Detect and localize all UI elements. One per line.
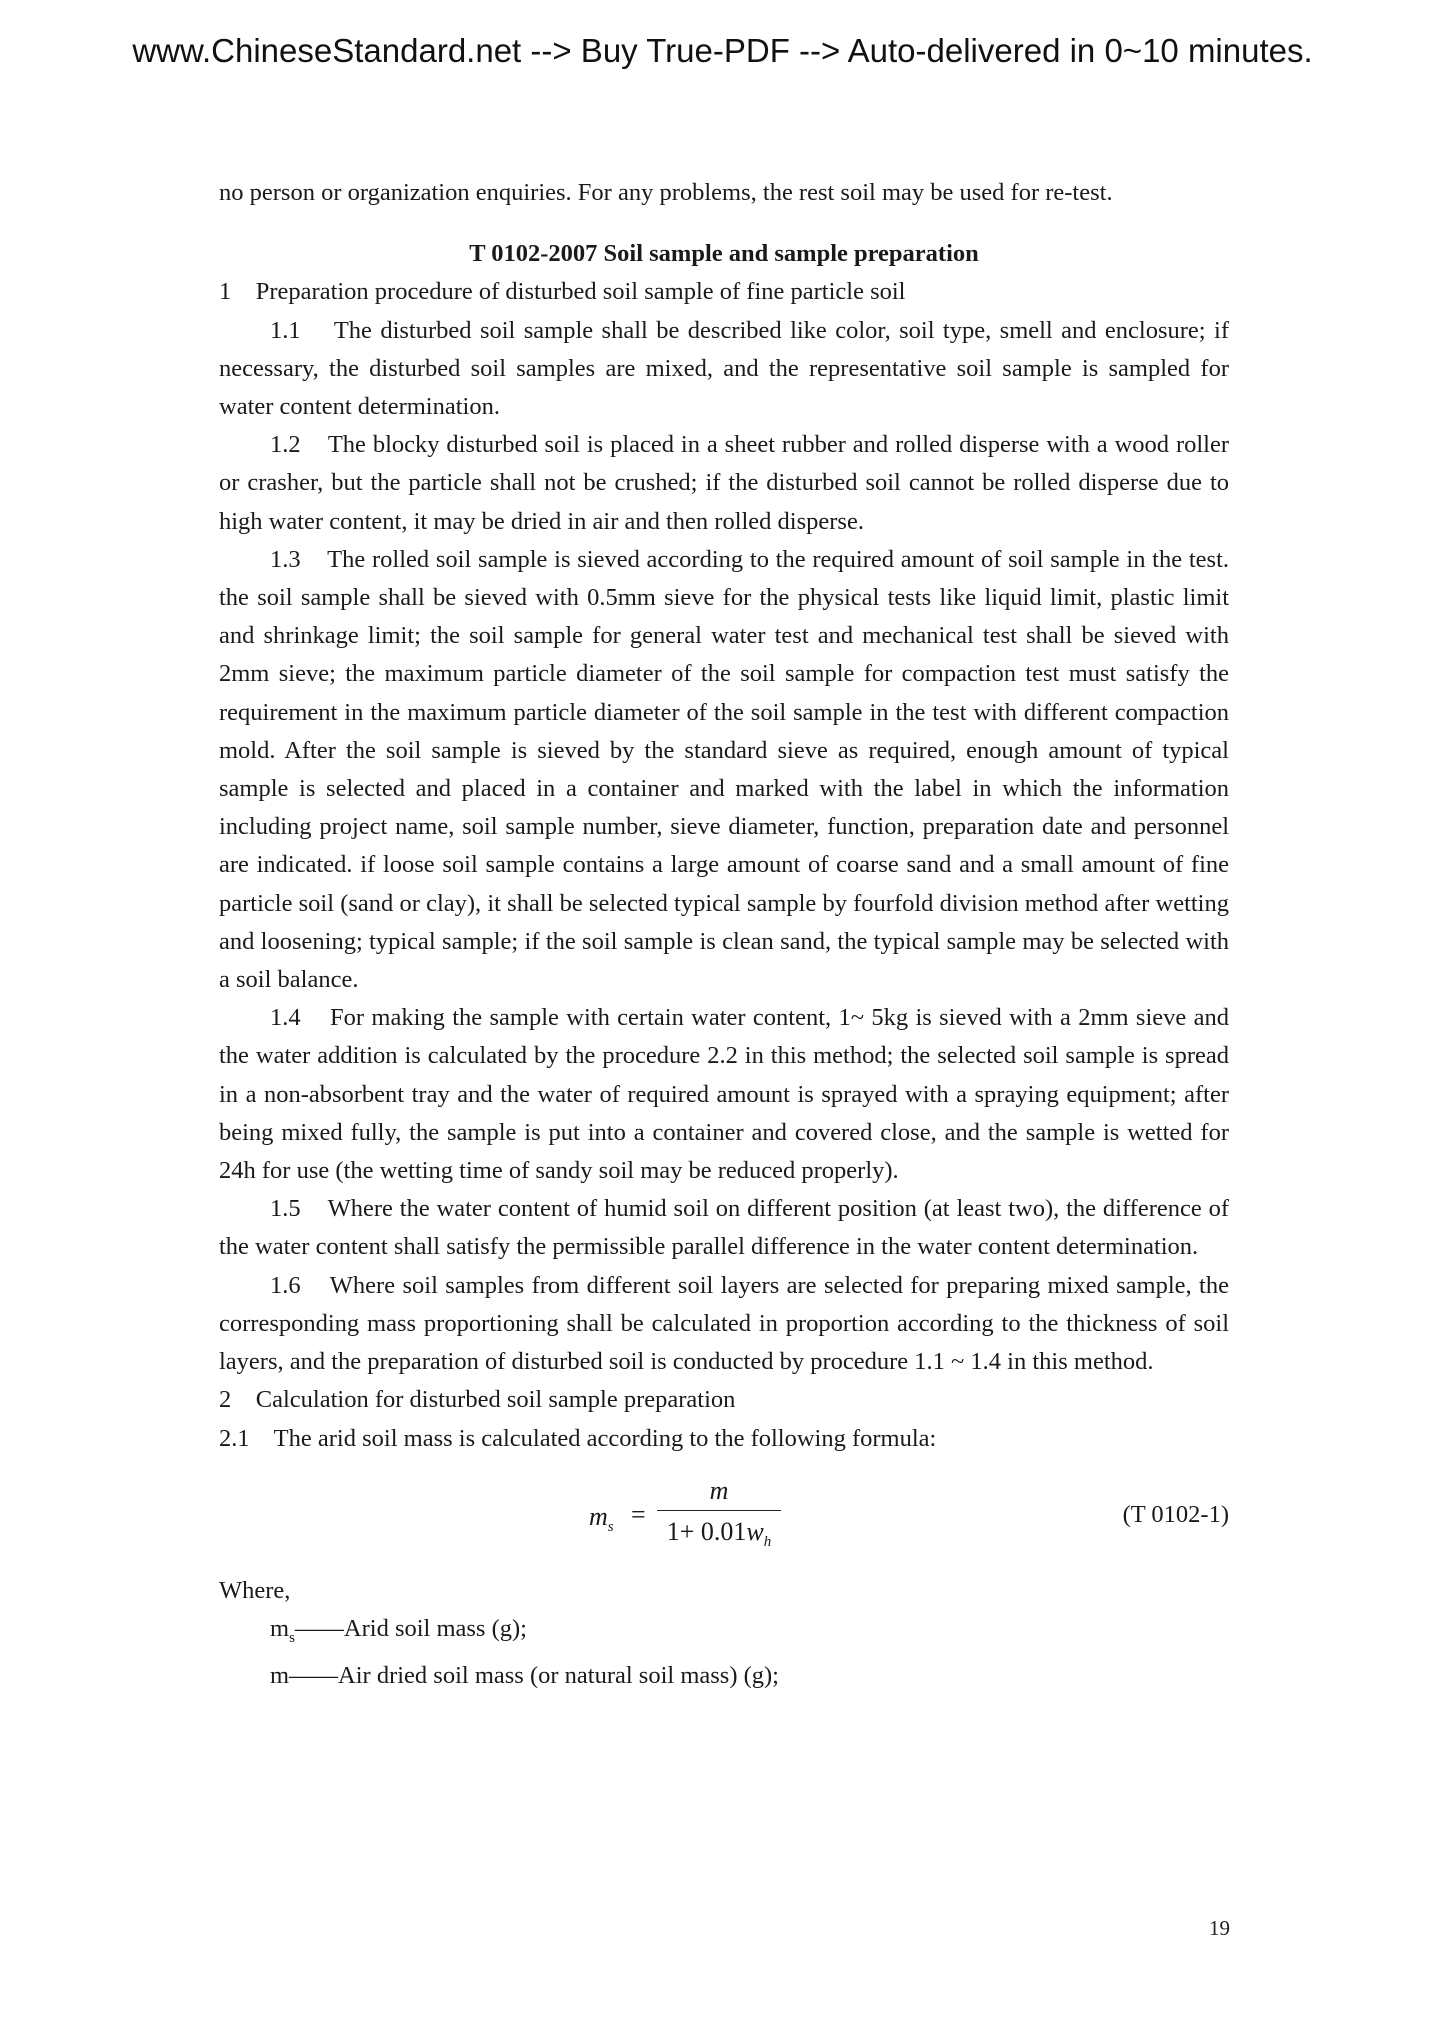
clause-1-1: 1.1 The disturbed soil sample shall be described like color, soil type, smell and enclosure; if necessary, the disturbed soil samples are mixed, and the representative soil sample is sampled for water content determination. <box>219 316 1236 421</box>
section-title: T 0102-2007 Soil sample and sample preparation <box>469 240 979 268</box>
formula <box>589 1472 809 1562</box>
clause-1-4: 1.4 For making the sample with certain water content, 1~ 5kg is sieved with a 2mm sieve and the water addition is calculated by the procedure 2.2 in this method; the selected soil sample is spread in a non-absorbent tray and the water of required amount is sprayed with a spraying equipment; after being mixed fully, the sample is put into a container and covered close, and the sample is wetted for 24h for use (the wetting time of sandy soil may be reduced properly). <box>219 1004 1236 1185</box>
section-2-heading: 2 Calculation for disturbed soil sample preparation <box>219 1386 736 1414</box>
page-body <box>219 174 1236 1695</box>
clause-2-1: 2.1 The arid soil mass is calculated according to the following formula: <box>219 1424 937 1452</box>
equals-sign: = <box>631 1499 646 1529</box>
clause-1-3: 1.3 The rolled soil sample is sieved according to the required amount of soil sample in the test. the soil sample shall be sieved with 0.5mm sieve for the physical tests like liquid limit, plastic limit and shrinkage limit; the soil sample for general water test and mechanical test shall be sieved with 2mm sieve; the maximum particle diameter of the soil sample for compaction test must satisfy the requirement in the maximum particle diameter of the soil sample in the test with different compaction mold. After the soil sample is sieved by the standard sieve as required, enough amount of typical sample is selected and placed in a container and marked with the label in which the information including project name, soil sample number, sieve diameter, function, preparation date and personnel are indicated. if loose soil sample contains a large amount of coarse sand and a small amount of fine particle soil (sand or clay), it shall be selected typical sample by fourfold division method after wetting and loosening; typical sample; if the soil sample is clean sand, the typical sample may be selected with a soil balance. <box>219 545 1236 994</box>
fraction-denominator: $1+ 0.01w_h$ <box>666 1516 772 1550</box>
intro-paragraph: no person or organization enquiries. For any problems, the rest soil may be used for re-test. <box>219 179 1113 206</box>
equation-t0102-1 <box>219 1472 1229 1562</box>
clause-1-6: 1.6 Where soil samples from different soil layers are selected for preparing mixed sample, the corresponding mass proportioning shall be calculated in proportion according to the thickness of soil layers, and the preparation of disturbed soil is conducted by procedure 1.1 ~ 1.4 in this method. <box>219 1271 1236 1376</box>
where-label: Where, <box>219 1576 291 1604</box>
page-number: 19 <box>1209 1916 1230 1940</box>
definition-m: m——Air dried soil mass (or natural soil mass) (g); <box>270 1662 779 1689</box>
clause-1-5: 1.5 Where the water content of humid soil on different position (at least two), the difference of the water content shall satisfy the permissible parallel difference in the water content determination. <box>219 1195 1236 1261</box>
section-1-heading: 1 Preparation procedure of disturbed soil sample of fine particle soil <box>219 278 906 306</box>
fraction-numerator: m <box>709 1475 729 1505</box>
fraction <box>657 1472 781 1553</box>
formula-lhs: $m_s$ <box>589 1501 614 1535</box>
definition-ms: $m_s——Arid$ soil mass (g); <box>270 1614 527 1646</box>
equation-label: (T 0102-1) <box>1122 1500 1229 1528</box>
clause-1-2: 1.2 The blocky disturbed soil is placed in a sheet rubber and rolled disperse with a wood roller or crasher, but the particle shall not be crushed; if the disturbed soil cannot be rolled disperse due to high water content, it may be dried in air and then rolled disperse. <box>219 431 1236 535</box>
source-banner: www.ChineseStandard.net --> Buy True-PDF --> Auto-delivered in 0~10 minutes. <box>132 32 1313 69</box>
